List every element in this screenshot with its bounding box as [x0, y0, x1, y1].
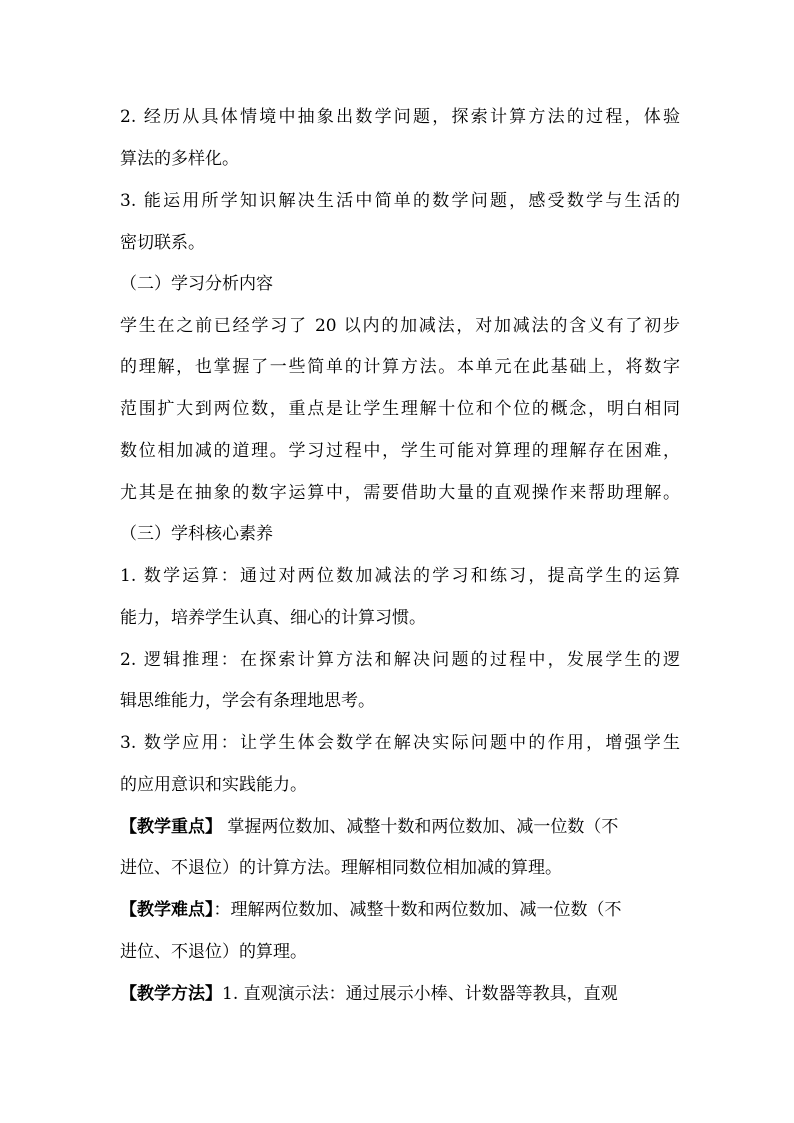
literacy-3-line-2: 的应用意识和实践能力。	[120, 775, 307, 795]
analysis-line: 学生在之前已经学习了 20 以内的加减法，对加减法的含义有了初步	[120, 316, 680, 336]
key-points-text: 掌握两位数加、减整十数和两位数加、减一位数（不	[222, 817, 619, 837]
objective-2-line-2: 算法的多样化。	[120, 149, 239, 169]
objective-3-line-2: 密切联系。	[120, 233, 205, 253]
difficulties-text: ：理解两位数加、减整十数和两位数加、减一位数（不	[213, 900, 622, 920]
key-points-label: 【教学重点】	[120, 817, 222, 837]
key-points-line-1	[120, 815, 680, 839]
analysis-line: 数位相加减的道理。学习过程中，学生可能对算理的理解存在困难，	[120, 441, 680, 461]
methods-line-1	[120, 982, 680, 1006]
difficulties-line-1	[120, 898, 680, 922]
literacy-2-line-1: 2. 逻辑推理：在探索计算方法和解决问题的过程中，发展学生的逻	[120, 650, 680, 670]
literacy-heading: （三）学科核心素养	[120, 524, 273, 544]
analysis-line: 的理解，也掌握了一些简单的计算方法。本单元在此基础上，将数字	[120, 357, 680, 377]
objective-3-line-1: 3. 能运用所学知识解决生活中简单的数学问题，感受数学与生活的	[120, 191, 680, 211]
difficulties-label: 【教学难点】	[120, 900, 214, 920]
key-points-line-2: 进位、不退位）的计算方法。理解相同数位相加减的算理。	[120, 858, 562, 878]
literacy-3-line-1: 3. 数学应用：让学生体会数学在解决实际问题中的作用，增强学生	[120, 733, 680, 753]
literacy-1-line-1: 1. 数学运算：通过对两位数加减法的学习和练习，提高学生的运算	[120, 566, 680, 586]
difficulties-line-2: 进位、不退位）的算理。	[120, 942, 307, 962]
methods-label: 【教学方法】	[120, 984, 222, 1004]
analysis-line: 范围扩大到两位数，重点是让学生理解十位和个位的概念，明白相同	[120, 399, 680, 419]
methods-text: 1. 直观演示法：通过展示小棒、计数器等教具，直观	[222, 984, 618, 1004]
objective-2-line-1: 2. 经历从具体情境中抽象出数学问题，探索计算方法的过程，体验	[120, 107, 680, 127]
literacy-1-line-2: 能力，培养学生认真、细心的计算习惯。	[120, 608, 426, 628]
analysis-heading: （二）学习分析内容	[120, 274, 273, 294]
analysis-line: 尤其是在抽象的数字运算中，需要借助大量的直观操作来帮助理解。	[120, 483, 680, 503]
literacy-2-line-2: 辑思维能力，学会有条理地思考。	[120, 691, 375, 711]
